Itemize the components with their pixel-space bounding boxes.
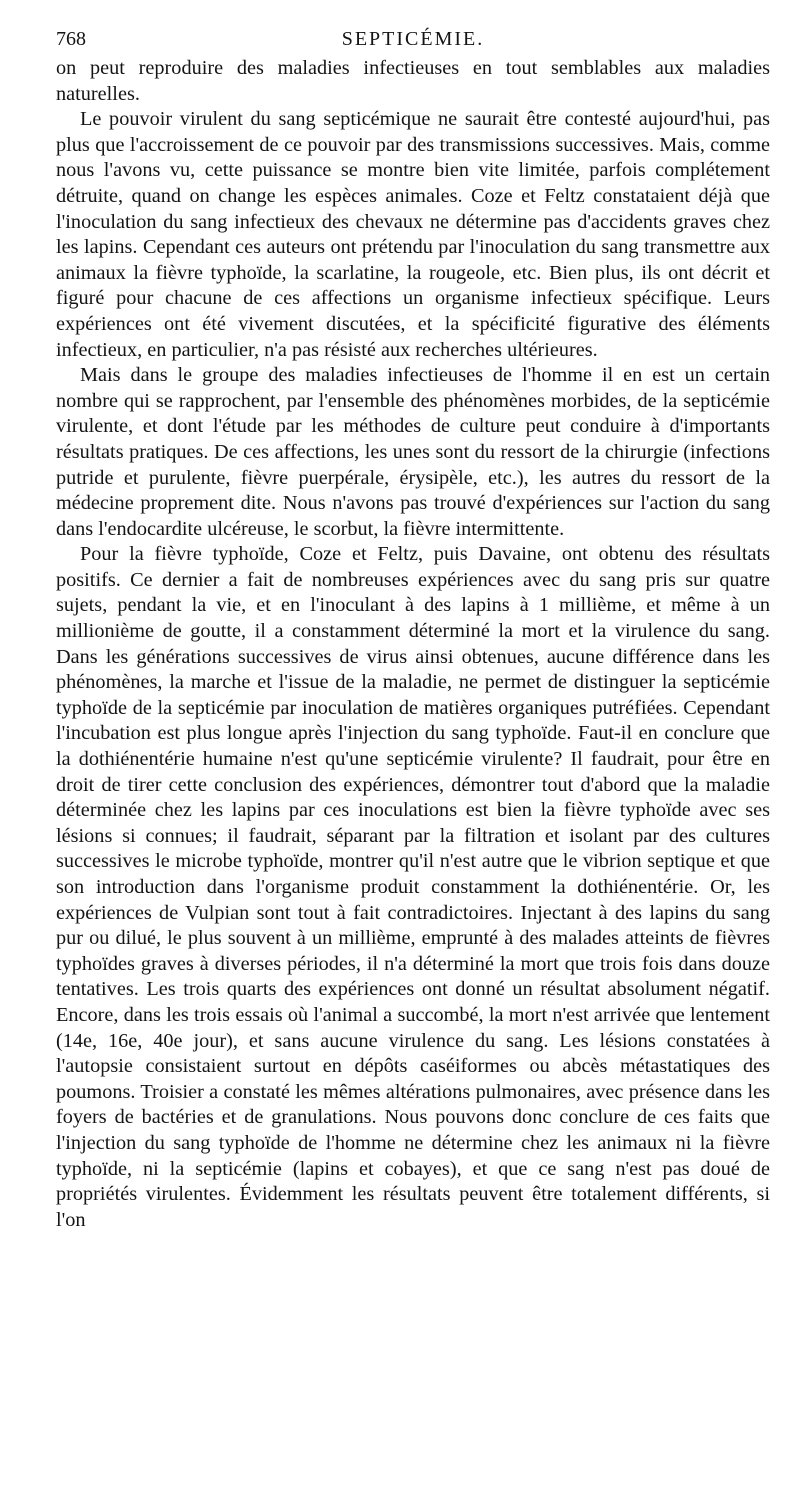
paragraph-groupe-maladies: Mais dans le groupe des maladies infectieuses de l'homme il en est un certain nombre qui se rapprochent, par l'ensemble des phénomènes morbides, de la septicémie virulente, et dont l'étude par les méthodes de culture peut conduire à d'importants résultats pratiques. De ces affections, les unes sont du ressort de la chirurgie (infections putride et purulente, fièvre puerpérale, érysipèle, etc.), les autres du ressort de la médecine proprement dite. Nous n'avons pas trouvé d'expériences sur l'action du sang dans l'endocardite ulcéreuse, le scorbut, la fièvre intermittente. xyxy=(56,364,770,540)
page-number: 768 xyxy=(56,28,86,50)
paragraph-pouvoir-virulent: Le pouvoir virulent du sang septicémique ne saurait être contesté aujourd'hui, pas plus que l'accroissement de ce pouvoir par des transmissions successives. Mais, comme nous l'avons vu, cette puissance se montre bien vite limitée, parfois complétement détruite, quand on change les espèces animales. Coze et Feltz constataient déjà que l'inoculation du sang infectieux des chevaux ne détermine pas d'accidents graves chez les lapins. Cependant ces auteurs ont prétendu par l'inoculation du sang transmettre aux animaux la fièvre typhoïde, la scarlatine, la rougeole, etc. Bien plus, ils ont décrit et figuré pour chacune de ces affections un organisme infectieux spécifique. Leurs expériences ont été vivement discutées, et la spécificité figurative des éléments infectieux, en particulier, n'a pas résisté aux recherches ultérieures. xyxy=(56,108,770,361)
running-title: SEPTICÉMIE. xyxy=(341,28,485,50)
paragraph-fievre-typhoide: Pour la fièvre typhoïde, Coze et Feltz, puis Davaine, ont obtenu des résultats positifs. Ce dernier a fait de nombreuses expériences avec du sang pris sur quatre sujets, pendant la vie, et en l'inoculant à des lapins à 1 millième, et même à un millionième de goutte, il a constamment déterminé la mort et la virulence du sang. Dans les générations successives de virus ainsi obtenues, aucune différence dans les phénomènes, la marche et l'issue de la maladie, ne permet de distinguer la septicémie typhoïde de la septicémie par inoculation de matières organiques putréfiées. Cependant l'incubation est plus longue après l'injection du sang typhoïde. Faut-il en conclure que la dothiénentérie humaine n'est qu'une septicémie virulente? Il faudrait, pour être en droit de tirer cette conclusion des expériences, démontrer tout d'abord que la maladie déterminée chez les lapins par ces inoculations est bien la fièvre typhoïde avec ses lésions si connues; il faudrait, séparant par la filtration et isolant par des cultures successives le microbe typhoïde, montrer qu'il n'est autre que le vibrion septique et que son introduction dans l'organisme produit constamment la dothiénentérie. Or, les expériences de Vulpian sont tout à fait contradictoires. Injectant à des lapins du sang pur ou dilué, le plus souvent à un millième, emprunté à des malades atteints de fièvres typhoïdes graves à diverses périodes, il n'a déterminé la mort que trois fois dans douze tentatives. Les trois quarts des expériences ont donné un résultat absolument négatif. Encore, dans les trois essais où l'animal a succombé, la mort n'est arrivée que lentement (14e, 16e, 40e jour), et sans aucune virulence du sang. Les lésions constatées à l'autopsie consistaient surtout en dépôts caséiformes ou abcès métastatiques des poumons. Troisier a constaté les mêmes altérations pulmonaires, avec présence dans les foyers de bactéries et de granulations. Nous pouvons donc conclure de ces faits que l'injection du sang typhoïde de l'homme ne détermine chez les animaux ni la fièvre typhoïde, ni la septicémie (lapins et cobayes), et que ce sang n'est pas doué de propriétés virulentes. Évidemment les résultats peuvent être totalement différents, si l'on xyxy=(56,543,770,1231)
document-page xyxy=(56,28,770,1233)
paragraph-continuation: on peut reproduire des maladies infectieuses en tout semblables aux maladies naturelles. xyxy=(56,57,770,105)
running-header xyxy=(56,28,770,56)
body-text xyxy=(56,56,770,1233)
